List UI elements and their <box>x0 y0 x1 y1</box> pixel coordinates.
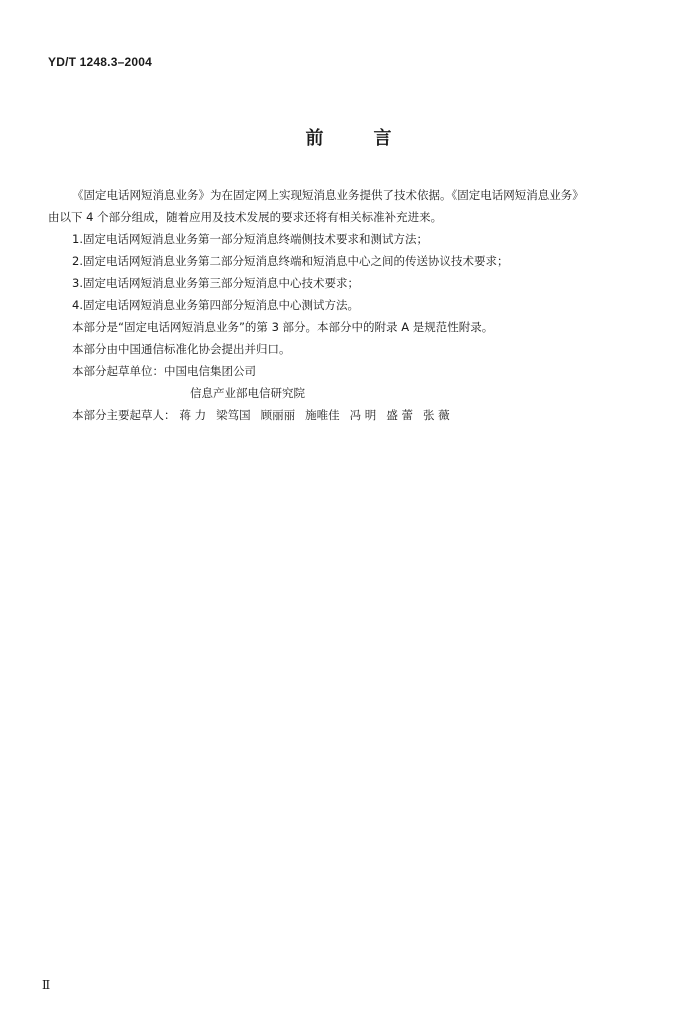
drafters-label: 本部分主要起草人： <box>72 408 176 422</box>
paragraph-drafting-unit: 本部分起草单位：中国电信集团公司 <box>72 364 256 378</box>
drafter-name: 张 薇 <box>422 408 450 422</box>
drafter-name: 顾丽丽 <box>260 408 296 422</box>
list-item-part1: 1.固定电话网短消息业务第一部分短消息终端侧技术要求和测试方法； <box>72 232 428 246</box>
drafter-name: 施唯佳 <box>305 408 340 422</box>
list-item-part3: 3.固定电话网短消息业务第三部分短消息中心技术要求； <box>72 276 359 290</box>
document-code: YD/T 1248.3–2004 <box>48 55 152 69</box>
drafter-name: 梁笃国 <box>216 408 251 422</box>
paragraph-part-info: 本部分是“固定电话网短消息业务”的第 3 部分。本部分中的附录 A 是规范性附录。 <box>72 320 494 334</box>
paragraph-drafters <box>48 404 688 426</box>
drafter-name: 盛 蕾 <box>386 408 413 422</box>
list-item-part4: 4.固定电话网短消息业务第四部分短消息中心测试方法。 <box>72 298 359 312</box>
drafter-name: 冯 明 <box>349 408 377 422</box>
paragraph-intro-line2: 由以下 4 个部分组成，随着应用及技术发展的要求还将有相关标准补充进来。 <box>48 210 443 224</box>
foreword-body <box>48 184 688 426</box>
page-title: 前言 <box>305 128 442 149</box>
list-item-part2: 2.固定电话网短消息业务第二部分短消息终端和短消息中心之间的传送协议技术要求； <box>72 254 509 268</box>
page-number: Ⅱ <box>42 978 51 992</box>
paragraph-intro-line1: 《固定电话网短消息业务》为在固定网上实现短消息业务提供了技术依据。《固定电话网短消息业务》 <box>72 188 584 202</box>
drafter-name: 蒋 力 <box>179 408 207 422</box>
paragraph-proposer: 本部分由中国通信标准化协会提出并归口。 <box>72 342 291 356</box>
paragraph-drafting-unit-2: 信息产业部电信研究院 <box>190 386 305 400</box>
